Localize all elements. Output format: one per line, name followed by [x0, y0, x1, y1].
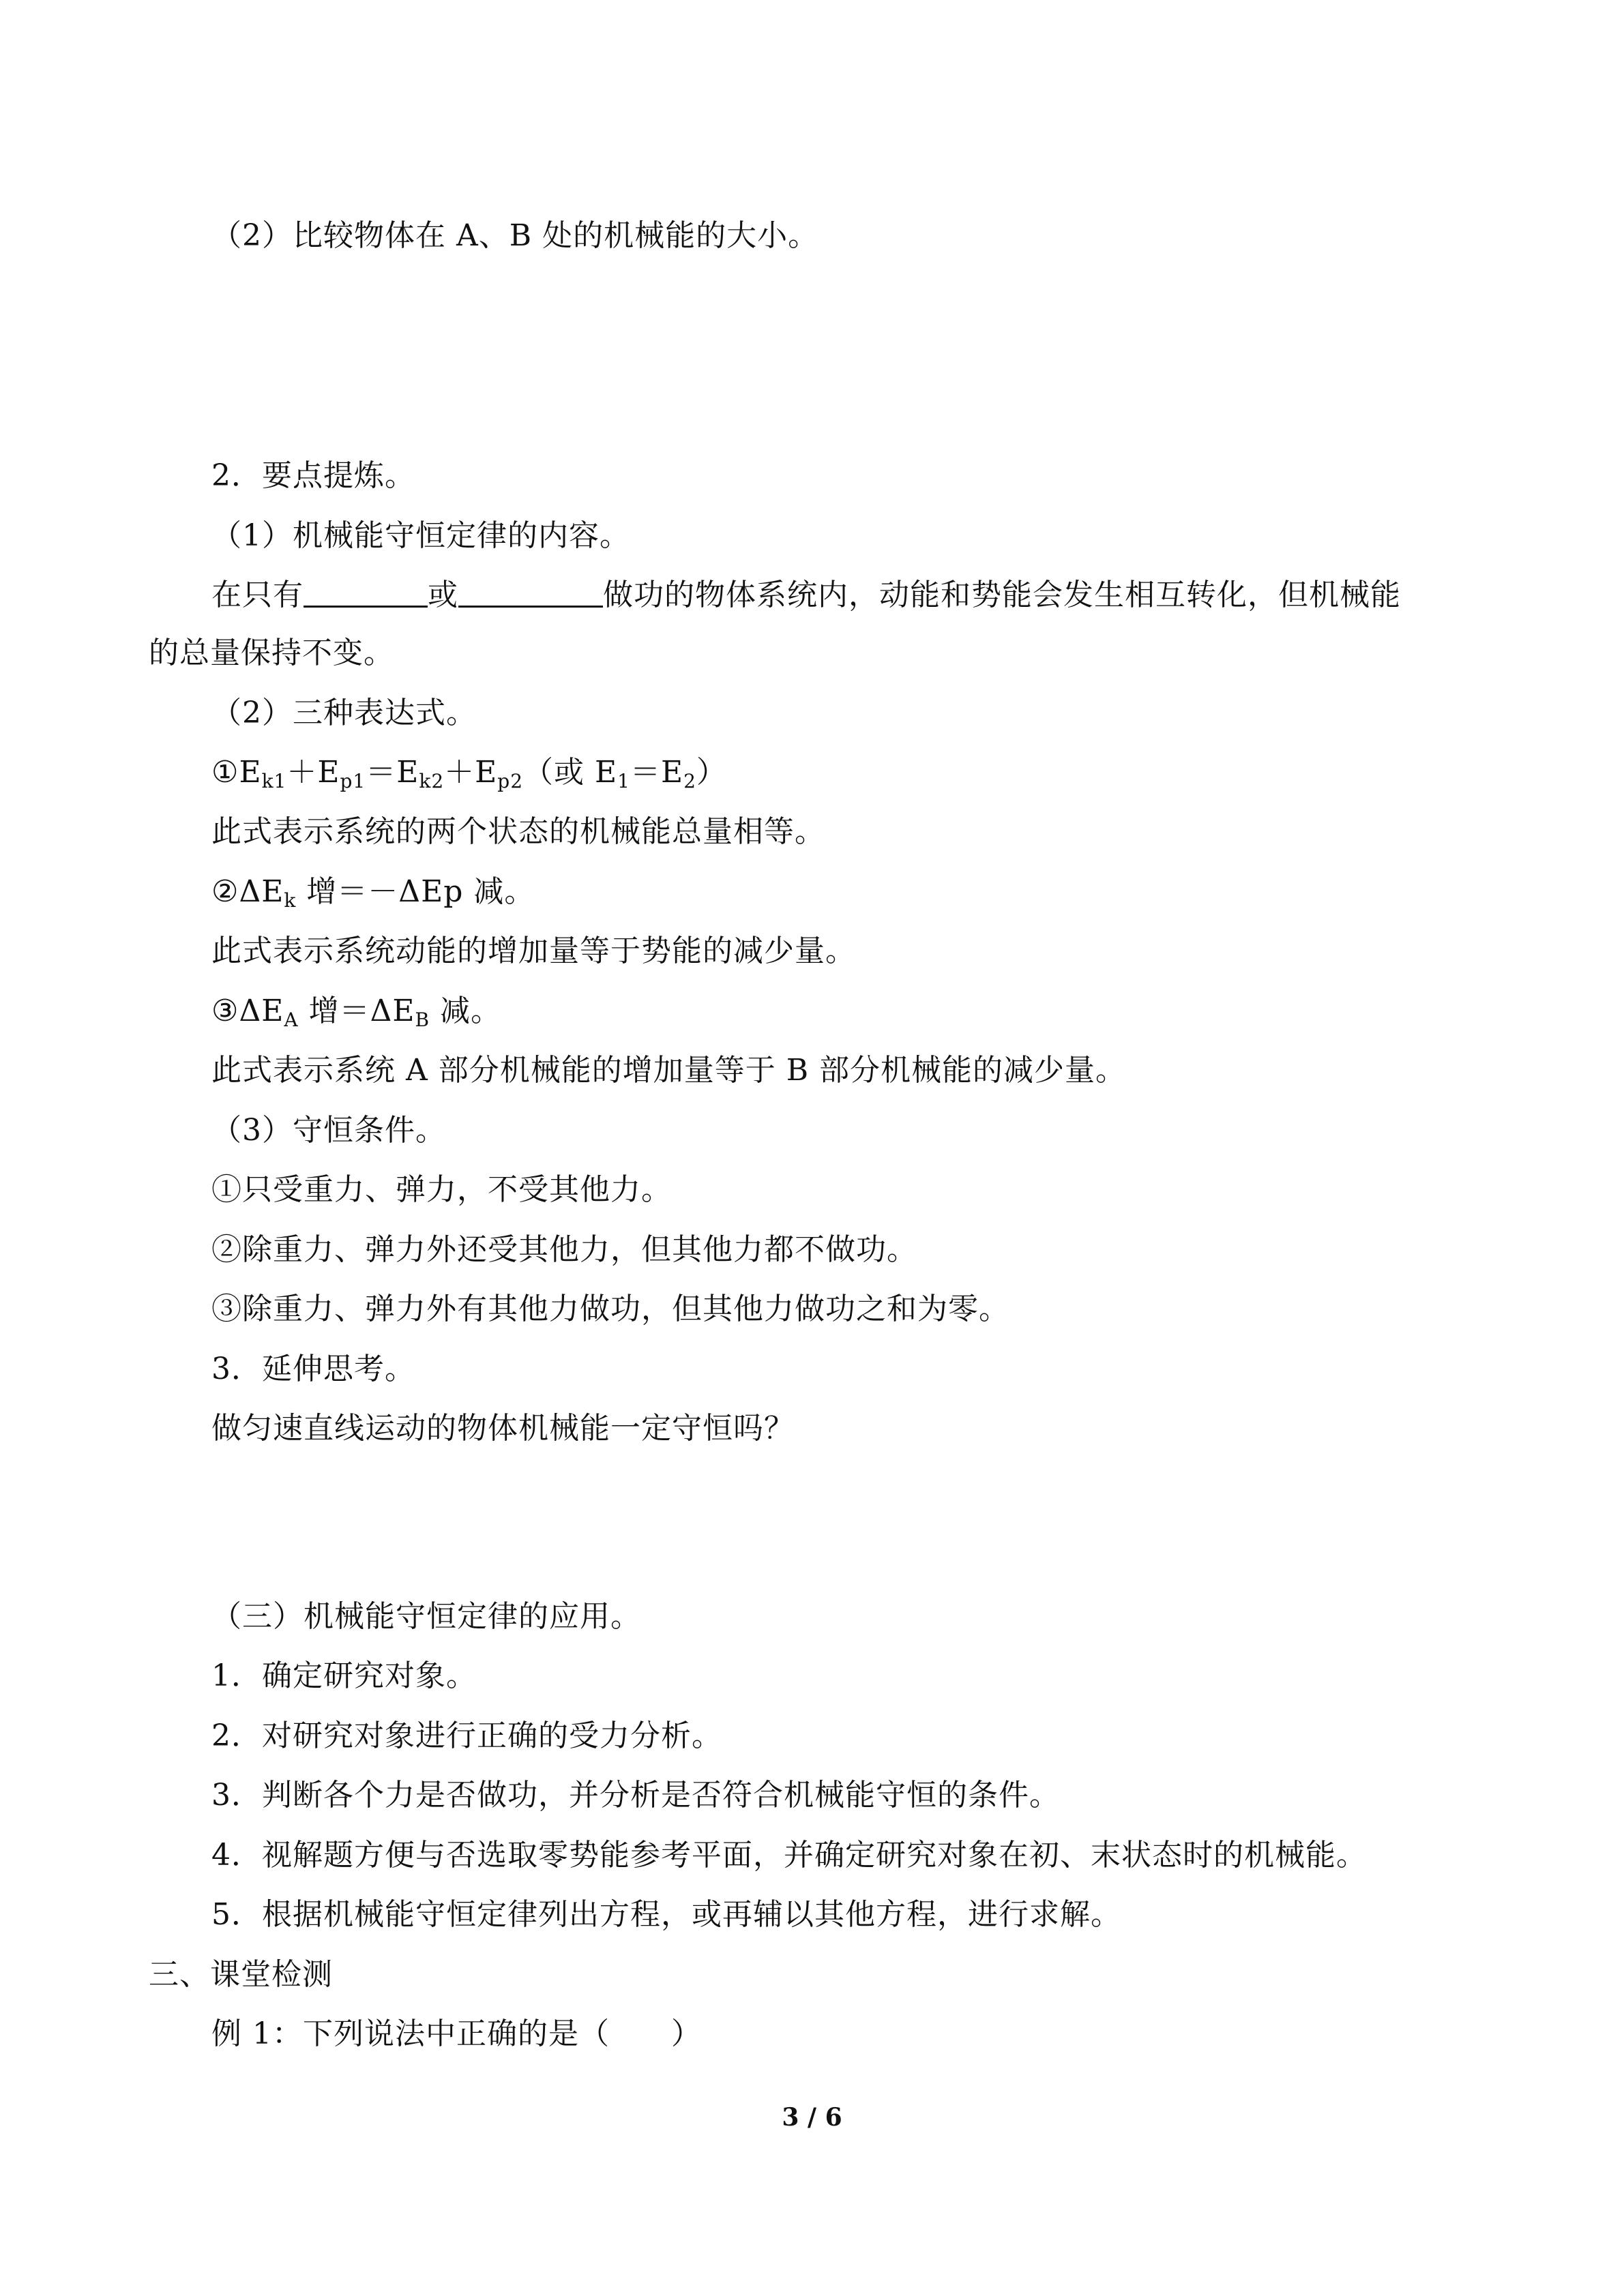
law-statement-line1: [211, 575, 1401, 616]
section-key-points: 2．要点提炼。: [211, 458, 415, 493]
condition-2: ②除重力、弹力外还受其他力，但其他力都不做功。: [211, 1232, 917, 1267]
application-step-2: 2．对研究对象进行正确的受力分析。: [211, 1718, 722, 1753]
expression-3: $③\Delta E_A$ 增$=\Delta E_B$ 减。: [211, 994, 502, 1031]
expression-1-explanation: 此式表示系统的两个状态的机械能总量相等。: [211, 814, 825, 849]
expression-2-explanation: 此式表示系统动能的增加量等于势能的减少量。: [211, 934, 856, 968]
fill-blank-1[interactable]: [304, 578, 428, 608]
subsection-conservation-conditions: （3）守恒条件。: [211, 1113, 446, 1148]
application-step-1: 1．确定研究对象。: [211, 1658, 477, 1693]
law-statement-line2: 的总量保持不变。: [149, 636, 394, 670]
law-text-c: 做功的物体系统内，动能和势能会发生相互转化，但机械能: [603, 578, 1401, 612]
section-extended-thinking: 3．延伸思考。: [211, 1352, 415, 1386]
law-text-a: 在只有: [211, 578, 304, 612]
expression-2: $②\Delta E_k$ 增＝－ΔEp 减。: [211, 874, 535, 912]
question-2-compare-energy: （2）比较物体在 A、B 处的机械能的大小。: [211, 218, 819, 253]
section-classroom-test: 三、课堂检测: [149, 1957, 333, 1992]
condition-3: ③除重力、弹力外有其他力做功，但其他力做功之和为零。: [211, 1292, 1009, 1326]
section-application: （三）机械能守恒定律的应用。: [211, 1599, 641, 1634]
law-text-b: 或: [428, 578, 458, 612]
extended-question: 做匀速直线运动的物体机械能一定守恒吗？: [211, 1411, 795, 1446]
fill-blank-2[interactable]: [458, 578, 603, 608]
application-step-5: 5．根据机械能守恒定律列出方程，或再辅以其他方程，进行求解。: [211, 1897, 1121, 1932]
application-step-3: 3．判断各个力是否做功，并分析是否符合机械能守恒的条件。: [211, 1778, 1060, 1813]
expression-3-explanation: 此式表示系统 A 部分机械能的增加量等于 B 部分机械能的减少量。: [211, 1053, 1127, 1088]
subsection-three-expressions: （2）三种表达式。: [211, 696, 477, 730]
subsection-law-content: （1）机械能守恒定律的内容。: [211, 518, 630, 553]
application-step-4: 4．视解题方便与否选取零势能参考平面，并确定研究对象在初、末状态时的机械能。: [211, 1838, 1367, 1873]
condition-1: ①只受重力、弹力，不受其他力。: [211, 1172, 672, 1207]
expression-1: $①E_{k1}+E_{p1}=E_{k2}+E_{p2}$（或 $E_1=E_2$）: [211, 755, 727, 792]
page-number: 3 / 6: [782, 2103, 842, 2132]
example-1-question: 例 1：下列说法中正确的是（ ）: [211, 2016, 702, 2051]
